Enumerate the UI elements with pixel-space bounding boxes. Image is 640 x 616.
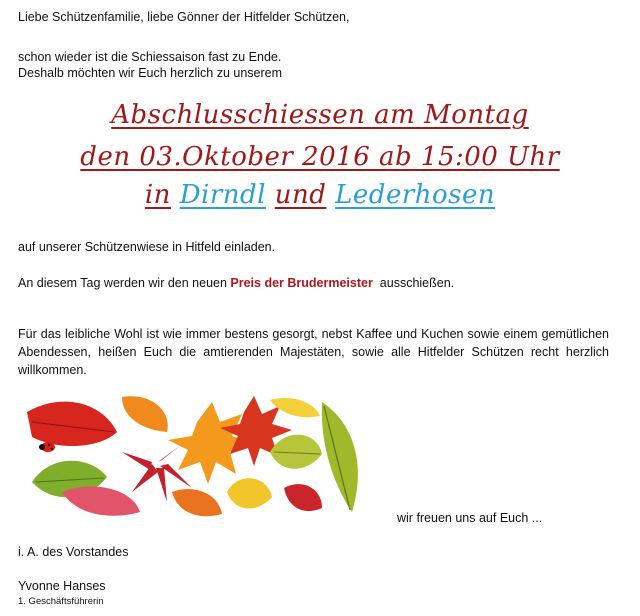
prize-line — [18, 276, 454, 290]
prize-after: ausschießen. — [372, 276, 455, 290]
welcome-paragraph: Für das leibliche Wohl ist wie immer bestens gesorgt, nebst Kaffee und Kuchen sowie einem gemütlichen Abendessen, heißen Euch die amtierenden Majestäten, sowie alle Hitfelder Schützen recht herzlich willkommen. — [18, 327, 609, 377]
intro-line-2: Deshalb möchten wir Euch herzlich zu unserem — [18, 66, 283, 80]
headline-line-3 — [0, 180, 640, 210]
signer-title: 1. Geschäftsführerin — [18, 596, 104, 607]
headline-line-2: den 03.Oktober 2016 ab 15:00 Uhr — [80, 142, 560, 172]
signoff: i. A. des Vorstandes — [18, 545, 129, 559]
greeting: Liebe Schützenfamilie, liebe Gönner der Hitfelder Schützen, — [18, 10, 350, 24]
autumn-leaves-illustration — [22, 392, 382, 520]
closing-line: wir freuen uns auf Euch ... — [397, 511, 543, 525]
headline-in: in — [144, 180, 171, 210]
headline-line-1: Abschlusschiessen am Montag — [111, 100, 529, 130]
headline-dirndl: Dirndl — [179, 180, 266, 210]
intro-line-1: schon wieder ist die Schiessaison fast zu Ende. — [18, 50, 282, 64]
location-line: auf unserer Schützenwiese in Hitfeld einladen. — [18, 240, 276, 254]
prize-before: An diesem Tag werden wir den neuen — [18, 276, 231, 290]
headline-und: und — [274, 180, 327, 210]
headline-lederhosen: Lederhosen — [335, 180, 496, 210]
prize-highlight: Preis der Brudermeister — [230, 276, 373, 290]
signer-name: Yvonne Hanses — [18, 579, 106, 593]
